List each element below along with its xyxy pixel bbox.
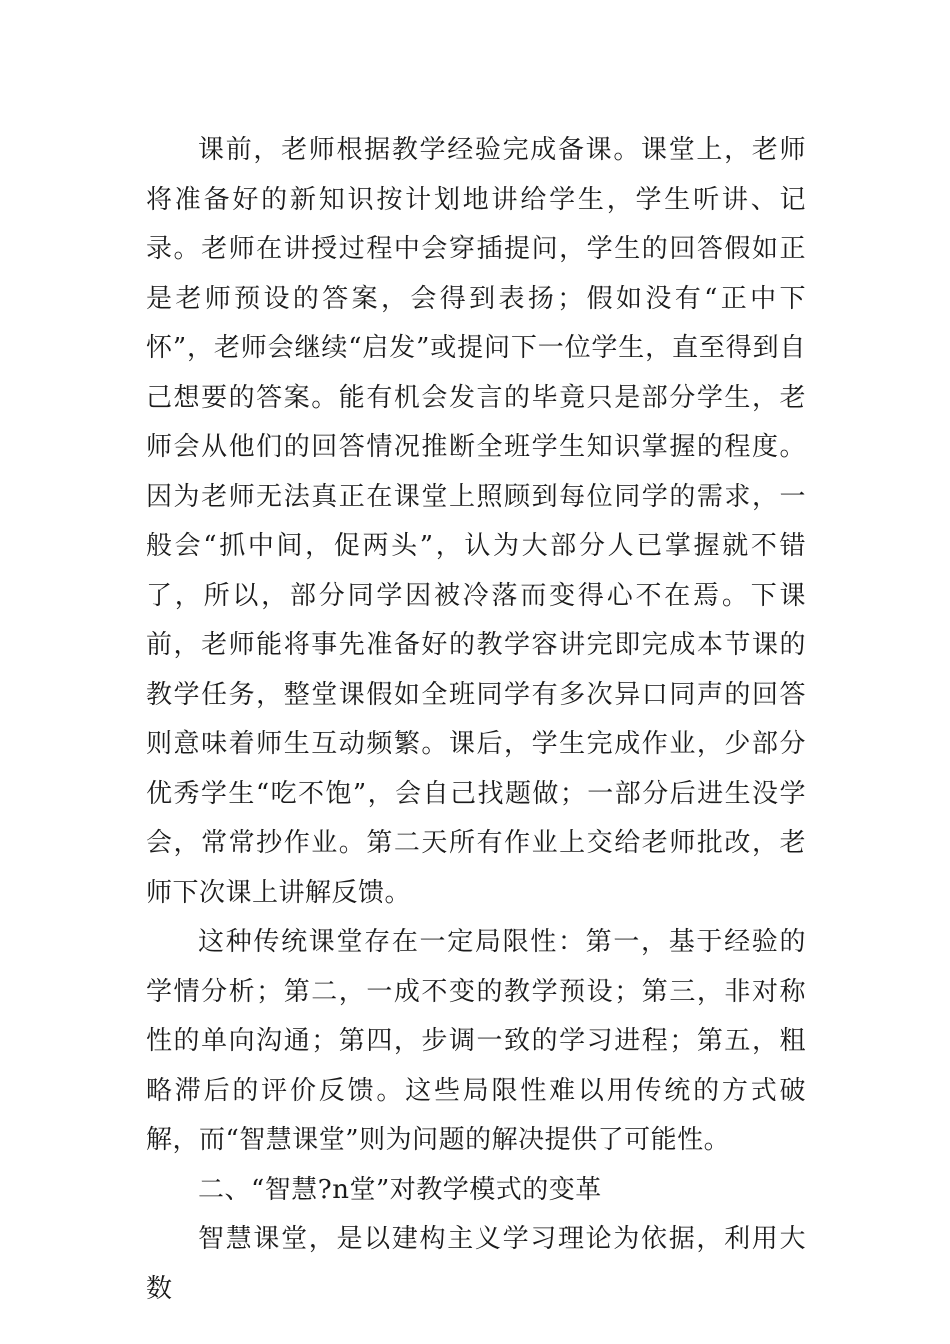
document-body	[146, 126, 806, 1314]
paragraph-limitations: 这种传统课堂存在一定局限性：第一，基于经验的学情分析；第二，一成不变的教学预设；第三，非对称性的单向沟通；第四，步调一致的学习进程；第五，粗略滞后的评价反馈。这些局限性难以用传统的方式破解，而“智慧课堂”则为问题的解决提供了可能性。	[146, 927, 806, 1155]
paragraph-traditional-class: 课前，老师根据教学经验完成备课。课堂上，老师将准备好的新知识按计划地讲给学生，学生听讲、记录。老师在讲授过程中会穿插提问，学生的回答假如正是老师预设的答案，会得到表扬；假如没有“正中下怀”，老师会继续“启发”或提问下一位学生，直至得到自己想要的答案。能有机会发言的毕竟只是部分学生，老师会从他们的回答情况推断全班学生知识掌握的程度。因为老师无法真正在课堂上照顾到每位同学的需求，一般会“抓中间，促两头”，认为大部分人已掌握就不错了，所以，部分同学因被冷落而变得心不在焉。下课前，老师能将事先准备好的教学容讲完即完成本节课的教学任务，整堂课假如全班同学有多次异口同声的回答则意味着师生互动频繁。课后，学生完成作业，少部分优秀学生“吃不饱”，会自己找题做；一部分后进生没学会，常常抄作业。第二天所有作业上交给老师批改，老师下次课上讲解反馈。	[146, 135, 806, 908]
section-heading: 二、“智慧?n堂”对教学模式的变革	[198, 1174, 602, 1205]
paragraph-smart-class: 智慧课堂，是以建构主义学习理论为依据，利用大数	[146, 1224, 806, 1304]
